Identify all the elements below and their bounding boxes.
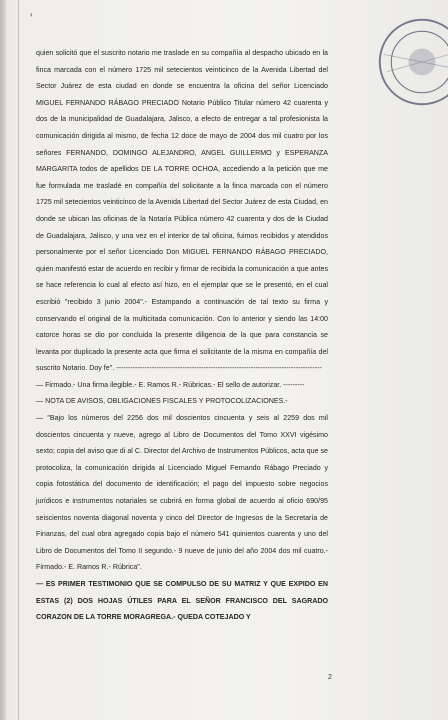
paragraph-testimony: — ES PRIMER TESTIMONIO QUE SE COMPULSO DE SU MATRIZ Y QUE EXPIDO EN ESTAS (2) DOS HOJAS ÚTILES PARA EL SEÑOR FRANCISCO DEL SAGRADO CORAZON DE LA TORRE MORAGREGA.- QUEDA COTEJADO Y <box>36 580 328 622</box>
paragraph-signatures: — Firmado.- Una firma ilegible.- E. Ramos R.- Rúbricas.- El sello de autorizar. --------- <box>36 380 305 389</box>
paragraph-notice-heading: — NOTA DE AVISOS, OBLIGACIONES FISCALES Y PROTOCOLIZACIONES.- <box>36 397 288 406</box>
page-number: 2 <box>328 674 332 681</box>
notary-seal-stamp <box>374 14 448 110</box>
paragraph-notice-body: — "Bajo los números del 2256 dos mil doscientos cincuenta y seis al 2259 dos mil doscientos cincuenta y nueve, agrego al Libro de Documentos del Tomo XXVI vigésimo sexto; copia del aviso que di al C. Director del Archivo de Instrumentos Públicos, acta que se protocoliza, la comunicación dirigida al Licenciado Miguel Fernando Rábago Preciado y copia fotostática del documento de identificación; el pago del impuesto sobre negocios jurídicos e instrumentos notariales se cubrirá en forma global de acuerdo al oficio 690/95 seiscientos noventa diagonal noventa y cinco del Director de Ingresos de la Secretaría de Finanzas, del cual obra agregado copia bajo el número 541 quinientos cuarenta y uno del Libro de Documentos del Tomo II segundo.- 9 nueve de junio del año 2004 dos mil cuatro.- Firmado.- E. Ramos R.- Rúbrica". <box>36 414 328 572</box>
paragraph-diligence: quien solicitó que el suscrito notario me traslade en su compañía al despacho ubicado en la finca marcada con el número 1725 mil setecientos veinticinco de la Avenida Libertad del Sector Juárez de esta ciudad en donde se encuentra la oficina del señor Licenciado MIGUEL FERNANDO RÁBAGO PRECIADO Notario Público Titular número 42 cuarenta y dos de la municipalidad de Guadalajara, Jalisco, a efecto de entregar a tal profesionista la comunicación dirigida al mismo, de fecha 12 doce de mayo de 2004 dos mil cuatro por los señores FERNANDO, DOMINGO ALEJANDRO, ANGEL GUILLERMO y ESPERANZA MARGARITA todos de apellidos DE LA TORRE OCHOA, accediendo a la petición que me fue formulada me trasladé en compañía del solicitante a la finca marcada con el número 1725 mil setecientos veinticinco de la Avenida Libertad del Sector Juárez de esta Ciudad, en donde se ubican las oficinas de la Notaría Pública número 42 cuarenta y dos de la Ciudad de Guadalajara, Jalisco, y una vez en el interior de tal oficina, fuimos recibidos y atendidos personalmente por el señor Licenciado Don MIGUEL FERNANDO RÁBAGO PRECIADO, quien manifestó estar de acuerdo en recibir y firmar de recibida la comunicación a que antes se hace referencia lo cual al efecto así hizo, en el ejemplar que se le presentó, en el cual escribió "recibido 3 junio 2004".- Estampando a continuación de tal texto su firma y conservando el original de la multicitada comunicación. Con lo anterior y siendo las 14:00 catorce horas se dio por concluida la presente diligencia de la que para constancia se levanta por duplicado la presente acta que firma el solicitante de la misma en compañía del suscrito Notario. Doy fe". ----- <box>36 45 328 377</box>
page-fold-shadow <box>0 0 6 720</box>
top-pen-mark: ' <box>30 10 33 26</box>
margin-rule <box>18 0 19 720</box>
document-body <box>36 45 328 626</box>
